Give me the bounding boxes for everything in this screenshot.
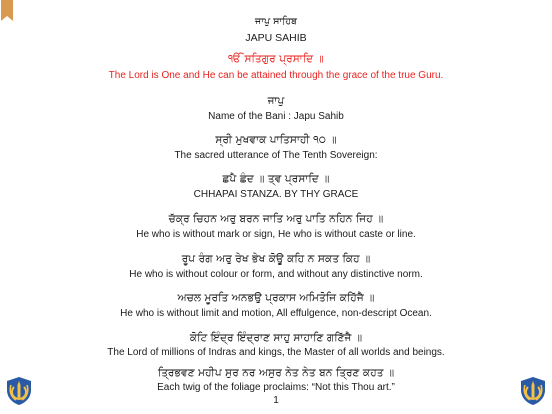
khanda-icon[interactable] xyxy=(4,376,34,406)
verse-gurmukhi: ਜਾਪੁ xyxy=(267,95,285,107)
verse-translation: The sacred utterance of The Tenth Sovereign: xyxy=(174,150,378,161)
verse-gurmukhi: ਰੂਪ ਰੰਗ ਅਰੁ ਰੇਖ ਭੇਖ ਕੋਊ ਕਹਿ ਨ ਸਕਤ ਕਿਹ ॥ xyxy=(181,253,371,265)
verse-translation: The Lord of millions of Indras and kings, the Master of all worlds and beings. xyxy=(107,347,445,358)
verse-gurmukhi: ਤ੍ਰਿਭਵਣ ਮਹੀਪ ਸੁਰ ਨਰ ਅਸੁਰ ਨੇਤ ਨੇਤ ਬਨ ਤ੍ਰਿਣ ਕਹਤ ॥ xyxy=(157,367,395,379)
english-title: JAPU SAHIB xyxy=(245,32,307,44)
page-number: 1 xyxy=(273,395,279,406)
invocation-translation: The Lord is One and He can be attained through the grace of the true Guru. xyxy=(108,70,444,81)
verse-translation: Name of the Bani : Japu Sahib xyxy=(208,111,344,122)
verse-translation: He who is without limit and motion, All effulgence, non-descript Ocean. xyxy=(120,308,432,319)
gurmukhi-title: ਜਾਪੁ ਸਾਹਿਬ xyxy=(255,16,297,27)
verse-translation: Each twig of the foliage proclaims: “Not this Thou art.” xyxy=(157,382,395,393)
khanda-icon[interactable] xyxy=(518,376,548,406)
verse-translation: He who is without mark or sign, He who is without caste or line. xyxy=(136,229,416,240)
verse-translation: CHHAPAI STANZA. BY THY GRACE xyxy=(193,189,359,200)
verse-gurmukhi: ਅਚਲ ਮੂਰਤਿ ਅਨਭਉ ਪ੍ਰਕਾਸ ਅਮਿਤੋਜਿ ਕਹਿੱਜੈ ॥ xyxy=(177,292,375,304)
verse-gurmukhi: ਚੱਕ੍ਰ ਚਿਹਨ ਅਰੁ ਬਰਨ ਜਾਤਿ ਅਰੁ ਪਾਤਿ ਨਹਿਨ ਜਿਹ ॥ xyxy=(168,213,384,225)
verse-gurmukhi: ਕੋਟਿ ਇੰਦ੍ਰ ਇੰਦ੍ਰਾਣ ਸਾਹੁ ਸਾਹਾਣਿ ਗਣਿੱਜੈ ॥ xyxy=(189,332,363,344)
invocation-gurmukhi: ੴ ਸਤਿਗੁਰ ਪ੍ਰਸਾਦਿ ॥ xyxy=(228,53,324,65)
verse-translation: He who is without colour or form, and without any distinctive norm. xyxy=(129,269,423,280)
verse-gurmukhi: ਸ੍ਰੀ ਮੁਖਵਾਕ ਪਾਤਿਸਾਹੀ ੧੦ ॥ xyxy=(215,134,337,146)
verse-gurmukhi: ਛਪੈ ਛੰਦ ॥ ਤ੍ਵ ਪ੍ਰਸਾਦਿ ॥ xyxy=(222,173,330,185)
